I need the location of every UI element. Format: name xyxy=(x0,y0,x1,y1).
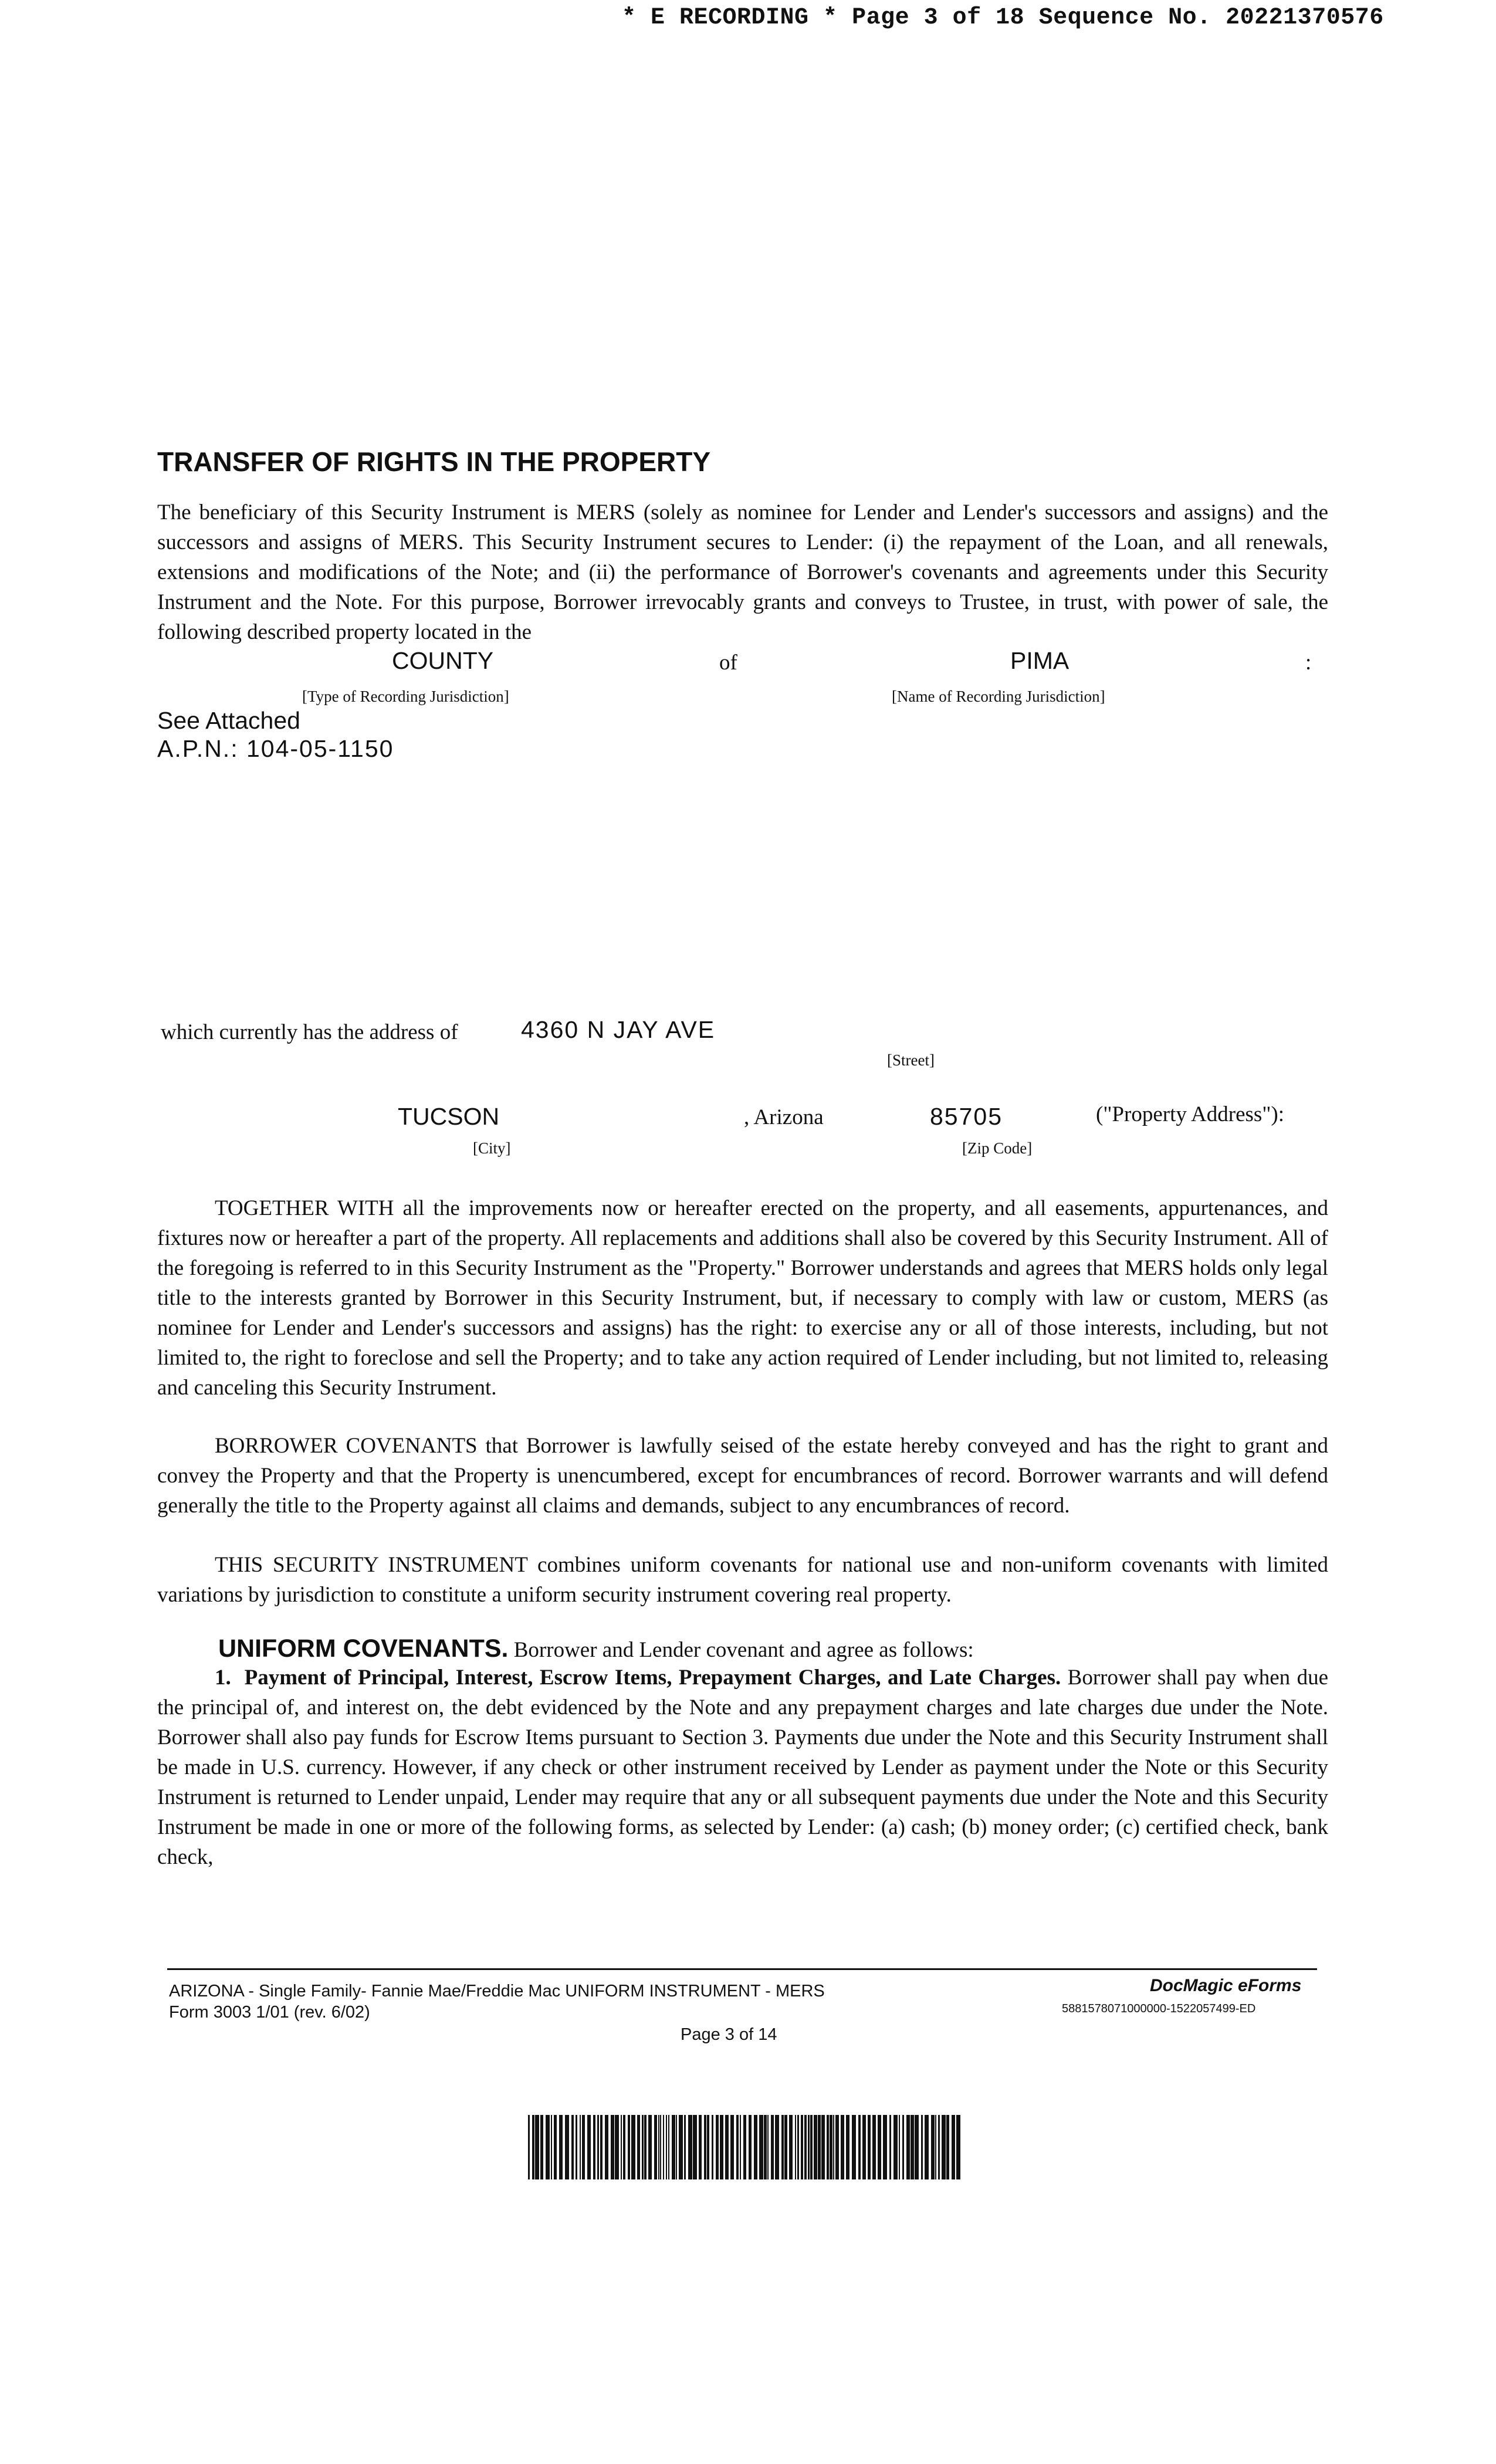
barcode-bar xyxy=(743,2115,746,2179)
barcode-bar xyxy=(707,2115,709,2179)
street-caption: [Street] xyxy=(887,1051,935,1069)
state-text: , Arizona xyxy=(744,1105,824,1129)
barcode-bar xyxy=(818,2115,821,2179)
barcode-bar xyxy=(668,2115,669,2179)
section-title: TRANSFER OF RIGHTS IN THE PROPERTY xyxy=(157,446,711,477)
uniform-covenants-heading: UNIFORM COVENANTS. xyxy=(218,1634,509,1663)
barcode-bar xyxy=(663,2115,664,2179)
barcode-bar xyxy=(676,2115,677,2179)
barcode-bar xyxy=(615,2115,619,2179)
barcode-bar xyxy=(808,2115,810,2179)
this-security-instrument-paragraph: THIS SECURITY INSTRUMENT combines uniform covenants for national use and non-uniform covenants with limited variations by jurisdiction to constitute a uniform security instrument covering real property. xyxy=(157,1553,1328,1607)
barcode-bar xyxy=(628,2115,630,2179)
property-address-label: ("Property Address"): xyxy=(1096,1102,1285,1126)
covenant-1-paragraph xyxy=(157,1663,1328,1872)
barcode-bar xyxy=(648,2115,652,2179)
barcode-bar xyxy=(554,2115,557,2179)
jurisdiction-colon: : xyxy=(1305,651,1312,675)
barcode-bar xyxy=(600,2115,603,2179)
barcode-bar xyxy=(797,2115,799,2179)
barcode-bar xyxy=(858,2115,861,2179)
barcode-bar xyxy=(720,2115,723,2179)
barcode-bar xyxy=(559,2115,563,2179)
zip-value: 85705 xyxy=(930,1103,1003,1130)
city-value: TUCSON xyxy=(398,1103,500,1130)
footer-form-number: Form 3003 1/01 (rev. 6/02) xyxy=(169,2003,370,2022)
barcode-bar xyxy=(878,2115,881,2179)
barcode-bar xyxy=(833,2115,834,2179)
apn-number: A.P.N.: 104-05-1150 xyxy=(157,735,394,762)
zip-caption: [Zip Code] xyxy=(962,1139,1033,1157)
barcode-bar xyxy=(740,2115,741,2179)
barcode-bar xyxy=(699,2115,702,2179)
barcode-bar xyxy=(693,2115,697,2179)
barcode-bar xyxy=(795,2115,796,2179)
barcode-bar xyxy=(952,2115,955,2179)
barcode-bar xyxy=(771,2115,774,2179)
barcode-bar xyxy=(580,2115,581,2179)
barcode-bar xyxy=(872,2115,876,2179)
barcode-bar xyxy=(716,2115,719,2179)
barcode-bar xyxy=(658,2115,659,2179)
footer-page-number: Page 3 of 14 xyxy=(681,2025,777,2044)
barcode-bar xyxy=(810,2115,813,2179)
barcode-bar xyxy=(846,2115,849,2179)
barcode-bar xyxy=(712,2115,713,2179)
barcode-bar xyxy=(921,2115,923,2179)
barcode-bar xyxy=(672,2115,675,2179)
barcode-bar xyxy=(605,2115,608,2179)
barcode-bar xyxy=(781,2115,784,2179)
barcode-bar xyxy=(688,2115,692,2179)
barcode-bar xyxy=(582,2115,585,2179)
legal-description: See Attached xyxy=(157,707,300,734)
barcode-bar xyxy=(571,2115,574,2179)
barcode-bar xyxy=(868,2115,871,2179)
footer-form-id: 5881578071000000-1522057499-ED xyxy=(1062,2002,1256,2015)
barcode-bar xyxy=(902,2115,904,2179)
barcode-bar xyxy=(637,2115,640,2179)
barcode-bar xyxy=(911,2115,914,2179)
barcode-bar xyxy=(576,2115,577,2179)
barcode-bar xyxy=(764,2115,767,2179)
barcode-bar xyxy=(528,2115,530,2179)
barcode-bar xyxy=(730,2115,734,2179)
barcode-bar xyxy=(736,2115,739,2179)
barcode-bar xyxy=(546,2115,550,2179)
barcode-bar xyxy=(956,2115,960,2179)
barcode-bar xyxy=(883,2115,887,2179)
barcode-bar xyxy=(587,2115,591,2179)
covenant-1-title: Payment of Principal, Interest, Escrow Items, Prepayment Charges, and Late Charges. xyxy=(244,1666,1061,1690)
barcode-bar xyxy=(551,2115,552,2179)
uniform-covenants-line xyxy=(218,1634,974,1663)
barcode-bar xyxy=(535,2115,539,2179)
transfer-paragraph: The beneficiary of this Security Instrument is MERS (solely as nominee for Lender and Lender's successors and assigns) and the successors and assigns of MERS. This Security Instrument secures to Lender: (i) the repayment of the Loan, and all renewals, extensions and modifications of the Note; and (ii) the performance of Borrower's covenants and agreements under this Security Instrument and the Note. For this purpose, Borrower irrevocably grants and conveys to Trustee, in trust, with power of sale, the following described property located in the xyxy=(157,500,1328,644)
barcode-bar xyxy=(759,2115,763,2179)
barcode-bar xyxy=(915,2115,919,2179)
covenant-1-text: Borrower shall pay when due the principal of, and interest on, the debt evidenced by the Note and any prepayment charges and late charges due under the Note. Borrower shall also pay funds for Escrow Items pursuant to Section 3. Payments due under the Note and this Security Instrument shall be made in U.S. currency. However, if any check or other instrument received by Lender as payment under the Note or this Security Instrument is returned to Lender unpaid, Lender may require that any or all subsequent payments due under the Note and this Security Instrument be made in one or more of the following forms, as selected by Lender: (a) cash; (b) money order; (c) certified check, bank check, xyxy=(157,1666,1329,1869)
barcode-bar xyxy=(775,2115,779,2179)
barcode-bar xyxy=(804,2115,807,2179)
jurisdiction-type-caption: [Type of Recording Jurisdiction] xyxy=(302,688,509,705)
barcode-bar xyxy=(899,2115,900,2179)
barcode-bar xyxy=(821,2115,825,2179)
jurisdiction-name-caption: [Name of Recording Jurisdiction] xyxy=(892,688,1105,705)
barcode-bar xyxy=(906,2115,910,2179)
barcode-bar xyxy=(841,2115,844,2179)
barcode-bar xyxy=(938,2115,940,2179)
barcode-bar xyxy=(679,2115,683,2179)
barcode-bar xyxy=(565,2115,569,2179)
of-word: of xyxy=(719,651,737,675)
barcode-bar xyxy=(593,2115,595,2179)
barcode-bar xyxy=(767,2115,769,2179)
barcode-bar xyxy=(889,2115,891,2179)
barcode-bar xyxy=(835,2115,839,2179)
jurisdiction-name-value: PIMA xyxy=(1010,647,1069,674)
barcode-bar xyxy=(935,2115,936,2179)
barcode-bar xyxy=(621,2115,622,2179)
barcode-bar xyxy=(893,2115,898,2179)
recording-header: * E RECORDING * Page 3 of 18 Sequence No. 20221370576 xyxy=(622,5,1384,31)
barcode-bar xyxy=(611,2115,614,2179)
barcode-bar xyxy=(931,2115,935,2179)
barcode-bar xyxy=(801,2115,803,2179)
docmagic-logo: DocMagic eForms xyxy=(1150,1976,1302,1995)
barcode-bar xyxy=(532,2115,534,2179)
barcode-bar xyxy=(925,2115,929,2179)
footer-rule xyxy=(167,1968,1317,1970)
barcode-bar xyxy=(540,2115,543,2179)
borrower-covenants-paragraph: BORROWER COVENANTS that Borrower is lawfully seised of the estate hereby conveyed and has the right to grant and convey the Property and that the Property is unencumbered, except for encumbrances of record. Borrower warrants and will defend generally the title to the Property against all claims and demands, subject to any encumbrances of record. xyxy=(157,1434,1328,1518)
barcode-bar xyxy=(666,2115,667,2179)
barcode-bar xyxy=(784,2115,787,2179)
barcode-bar xyxy=(597,2115,599,2179)
footer-form-title: ARIZONA - Single Family- Fannie Mae/Freddie Mac UNIFORM INSTRUMENT - MERS xyxy=(169,1982,825,2001)
barcode-bar xyxy=(749,2115,752,2179)
street-value: 4360 N JAY AVE xyxy=(521,1016,716,1043)
jurisdiction-type-value: COUNTY xyxy=(392,647,494,674)
barcode xyxy=(528,2115,962,2179)
barcode-bar xyxy=(660,2115,661,2179)
barcode-bar xyxy=(725,2115,729,2179)
barcode-bar xyxy=(814,2115,817,2179)
barcode-bar xyxy=(644,2115,647,2179)
barcode-bar xyxy=(684,2115,686,2179)
city-caption: [City] xyxy=(473,1139,511,1157)
uniform-covenants-text: Borrower and Lender covenant and agree as follows: xyxy=(513,1638,974,1662)
barcode-bar xyxy=(862,2115,866,2179)
address-lead-text: which currently has the address of xyxy=(161,1020,458,1044)
barcode-bar xyxy=(830,2115,832,2179)
barcode-bar xyxy=(704,2115,706,2179)
barcode-bar xyxy=(942,2115,946,2179)
barcode-bar xyxy=(623,2115,625,2179)
barcode-bar xyxy=(789,2115,793,2179)
barcode-bar xyxy=(852,2115,856,2179)
barcode-bar xyxy=(642,2115,644,2179)
barcode-bar xyxy=(946,2115,949,2179)
barcode-bar xyxy=(631,2115,635,2179)
barcode-bar xyxy=(754,2115,757,2179)
barcode-bar xyxy=(827,2115,829,2179)
together-with-paragraph: TOGETHER WITH all the improvements now or hereafter erected on the property, and all easements, appurtenances, and fixtures now or hereafter a part of the property. All replacements and additions shall also be covered by this Security Instrument. All of the foregoing is referred to in this Security Instrument as the "Property." Borrower understands and agrees that MERS holds only legal title to the interests granted by Borrower in this Security Instrument, but, if necessary to comply with law or custom, MERS (as nominee for Lender and Lender's successors and assigns) has the right: to exercise any or all of those interests, including, but not limited to, the right to foreclose and sell the Property; and to take any action required of Lender including, but not limited to, releasing and canceling this Security Instrument. xyxy=(157,1196,1328,1400)
barcode-bar xyxy=(654,2115,657,2179)
covenant-1-number: 1. xyxy=(215,1666,231,1690)
